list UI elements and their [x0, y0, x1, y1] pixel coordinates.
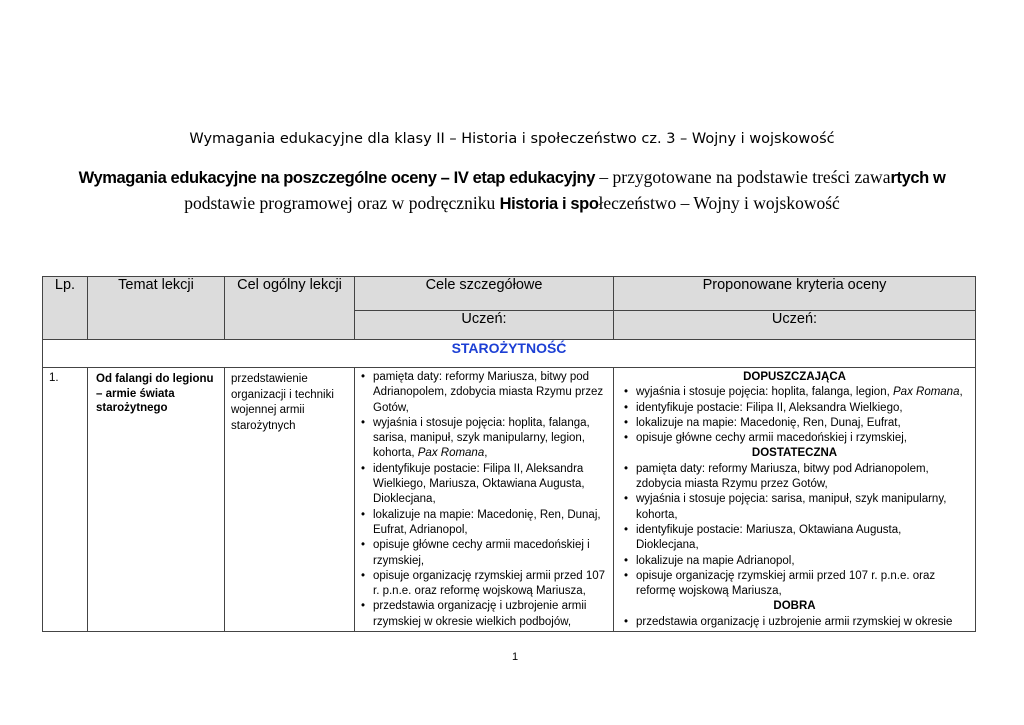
list-item: • lokalizuje na mapie: Macedonię, Ren, Dunaj, Eufrat, Adrianopol, [359, 508, 609, 539]
row-number: 1. [43, 368, 88, 632]
header-lp: Lp. [43, 277, 88, 340]
requirements-table [42, 276, 976, 632]
header-criteria: Proponowane kryteria oceny [614, 277, 976, 311]
document-title: Wymagania edukacyjne dla klasy II – Historia i społeczeństwo cz. 3 – Wojny i wojskowość [189, 131, 835, 147]
criteria-cell [614, 368, 976, 632]
page-number: 1 [511, 651, 519, 663]
list-item: • wyjaśnia i stosuje pojęcia: sarisa, manipuł, szyk manipularny, kohorta, [622, 492, 967, 523]
list-item: • przedstawia organizację i uzbrojenie armii rzymskiej w okresie wielkich podbojów, [359, 599, 609, 630]
criteria-list-good [618, 615, 971, 630]
list-item: • pamięta daty: reformy Mariusza, bitwy pod Adrianopolem, zdobycia miasta Rzymu przez Gotów, [622, 462, 967, 493]
header-topic: Temat lekcji [88, 277, 225, 340]
grade-level-good: DOBRA [773, 600, 816, 613]
subtitle-part-1: Wymagania edukacyjne na poszczególne oceny – IV etap edukacyjny [78, 169, 596, 187]
list-item: • identyfikuje postacie: Mariusza, Oktawiana Augusta, Dioklecjana, [622, 523, 967, 554]
header-goal: Cel ogólny lekcji [225, 277, 355, 340]
list-item: • opisuje organizację rzymskiej armii przed 107 r. p.n.e. oraz reformę wojskową Mariusza, [622, 569, 967, 600]
section-row [43, 340, 976, 368]
header-student-1: Uczeń: [355, 311, 614, 340]
list-item: • identyfikuje postacie: Filipa II, Aleksandra Wielkiego, Mariusza, Oktawiana Augusta, Dioklecjana, [359, 462, 609, 508]
criteria-list-satisfactory [618, 462, 971, 600]
list-item: • wyjaśnia i stosuje pojęcia: hoplita, falanga, sarisa, manipuł, szyk manipularny, legion, kohorta, Pax Romana, [359, 416, 609, 462]
list-item: • opisuje organizację rzymskiej armii przed 107 r. p.n.e. oraz reformę wojskową Mariusza, [359, 569, 609, 600]
subtitle-part-6: łeczeństwo – Wojny i wojskowość [598, 193, 840, 213]
subtitle-part-5: Historia i spo [499, 195, 599, 213]
detailed-goals-list [355, 368, 613, 630]
subtitle-part-3: rtych w [890, 169, 946, 187]
list-item: • przedstawia organizację i uzbrojenie armii rzymskiej w okresie [622, 615, 967, 630]
subtitle-part-4: podstawie programowej oraz w podręczniku [184, 193, 500, 213]
list-item: • pamięta daty: reformy Mariusza, bitwy pod Adrianopolem, zdobycia miasta Rzymu przez Gotów, [359, 370, 609, 416]
list-item: • lokalizuje na mapie Adrianopol, [622, 554, 967, 569]
lesson-topic: Od falangi do legionu – armie świata starożytnego [88, 368, 225, 632]
list-item: • wyjaśnia i stosuje pojęcia: hoplita, falanga, legion, Pax Romana, [622, 385, 967, 400]
header-detailed-goals: Cele szczegółowe [355, 277, 614, 311]
grade-level-satisfactory: DOSTATECZNA [751, 447, 838, 460]
table-row [43, 368, 976, 632]
section-title: STAROŻYTNOŚĆ [43, 340, 976, 368]
document-subtitle [60, 165, 964, 217]
criteria-list-sufficient [618, 385, 971, 446]
detailed-goals-cell [355, 368, 614, 632]
list-item: • lokalizuje na mapie: Macedonię, Ren, Dunaj, Eufrat, [622, 416, 967, 431]
subtitle-part-2: – przygotowane na podstawie treści zawa [595, 167, 891, 187]
list-item: • identyfikuje postacie: Filipa II, Aleksandra Wielkiego, [622, 401, 967, 416]
header-student-2: Uczeń: [614, 311, 976, 340]
general-goal: przedstawienie organizacji i techniki wojennej armii starożytnych [225, 368, 355, 632]
grade-level-sufficient: DOPUSZCZAJĄCA [743, 371, 846, 383]
list-item: • opisuje główne cechy armii macedońskiej i rzymskiej, [622, 431, 967, 446]
header-row [43, 277, 976, 311]
list-item: • opisuje główne cechy armii macedońskiej i rzymskiej, [359, 538, 609, 569]
